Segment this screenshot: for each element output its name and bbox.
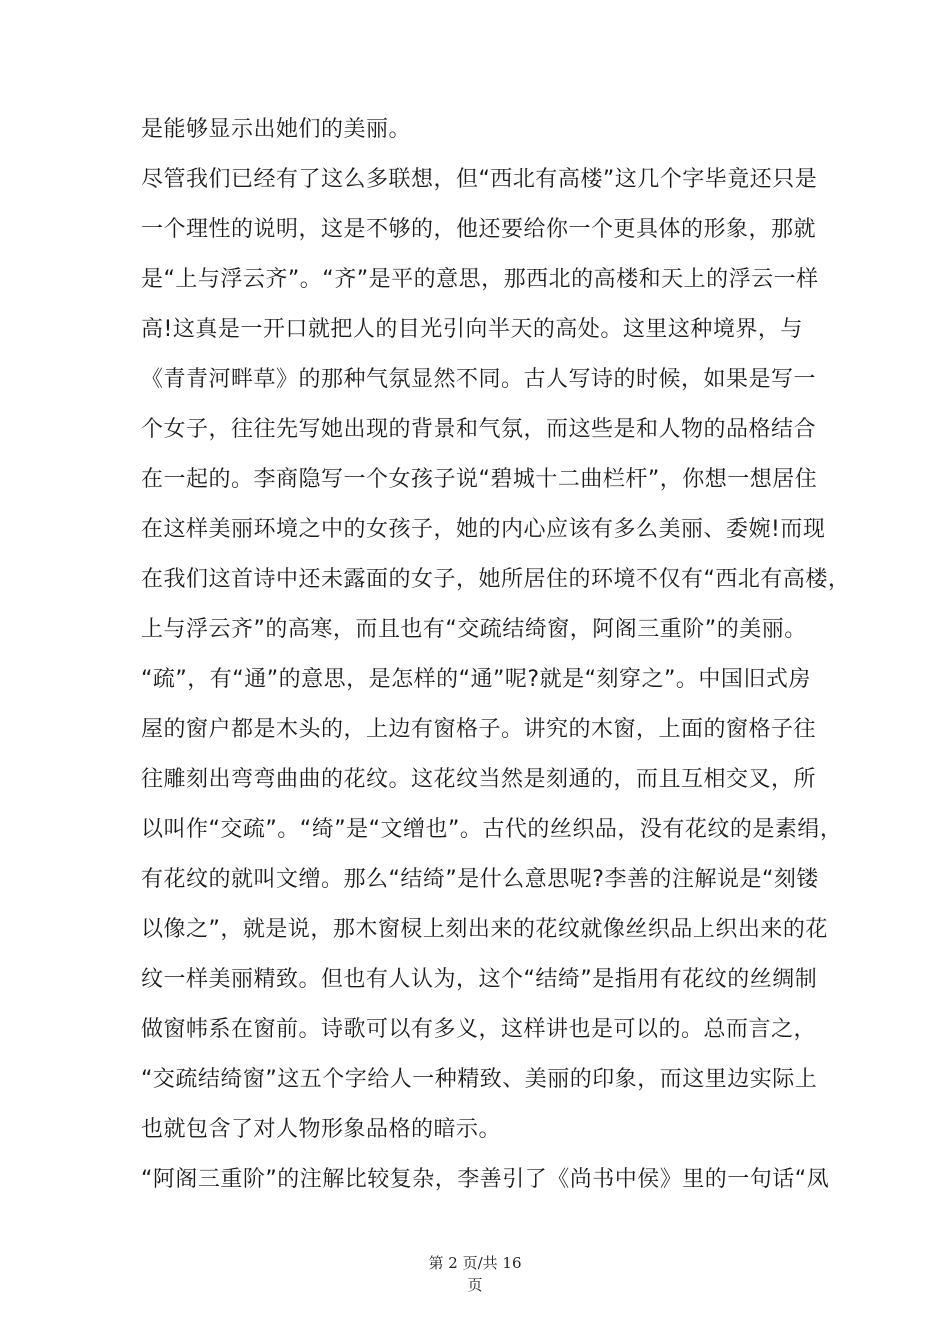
- text-line: 在这样美丽环境之中的女孩子，她的内心应该有多么美丽、委婉!而现: [141, 517, 826, 542]
- text-line: 一个理性的说明，这是不够的，他还要给你一个更具体的形象，那就: [141, 217, 817, 242]
- text-line: 是“上与浮云齐”。“齐”是平的意思，那西北的高楼和天上的浮云一样: [141, 267, 819, 292]
- text-line: 个女子，往往先写她出现的背景和气氛，而这些是和人物的品格结合: [141, 417, 817, 442]
- text-line: 有花纹的就叫文缯。那么“结绮”是什么意思呢?李善的注解说是“刻镂: [141, 867, 819, 892]
- body-text: [141, 105, 851, 1205]
- page-number-line: 页: [467, 1276, 483, 1294]
- text-line: 也就包含了对人物形象品格的暗示。: [141, 1117, 502, 1142]
- page-footer: [0, 1252, 950, 1296]
- text-line: 在一起的。李商隐写一个女孩子说“碧城十二曲栏杆”，你想一想居住: [141, 467, 818, 492]
- text-line: 纹一样美丽精致。但也有人认为，这个“结绮”是指用有花纹的丝绸制: [141, 967, 818, 992]
- text-line: 往雕刻出弯弯曲曲的花纹。这花纹当然是刻通的，而且互相交叉，所: [141, 767, 817, 792]
- text-line: “阿阁三重阶”的注解比较复杂，李善引了《尚书中侯》里的一句话“凤: [141, 1167, 830, 1192]
- text-line: 上与浮云齐”的高寒，而且也有“交疏结绮窗，阿阁三重阶”的美丽。: [141, 617, 807, 642]
- text-line: 尽管我们已经有了这么多联想，但“西北有高楼”这几个字毕竟还只是: [141, 167, 818, 192]
- text-line: 在我们这首诗中还未露面的女子，她所居住的环境不仅有“西北有高楼，: [141, 567, 851, 592]
- text-line: 以叫作“交疏”。“绮”是“文缯也”。古代的丝织品，没有花纹的是素绢，: [141, 817, 843, 842]
- text-line: 《青青河畔草》的那种气氛显然不同。古人写诗的时候，如果是写一: [141, 367, 817, 392]
- text-line: “交疏结绮窗”这五个字给人一种精致、美丽的印象，而这里边实际上: [141, 1067, 818, 1092]
- text-line: 做窗帏系在窗前。诗歌可以有多义，这样讲也是可以的。总而言之，: [141, 1017, 817, 1042]
- text-line: 高!这真是一开口就把人的目光引向半天的高处。这里这种境界，与: [141, 317, 803, 342]
- text-line: 屋的窗户都是木头的，上边有窗格子。讲究的木窗，上面的窗格子往: [141, 717, 817, 742]
- text-line: 是能够显示出她们的美丽。: [141, 117, 412, 142]
- page-number-line: 第 2 页/共 16: [428, 1254, 522, 1272]
- text-line: “疏”，有“通”的意思，是怎样的“通”呢?就是“刻穿之”。中国旧式房: [141, 667, 811, 692]
- text-line: 以像之”，就是说，那木窗棂上刻出来的花纹就像丝织品上织出来的花: [141, 917, 828, 942]
